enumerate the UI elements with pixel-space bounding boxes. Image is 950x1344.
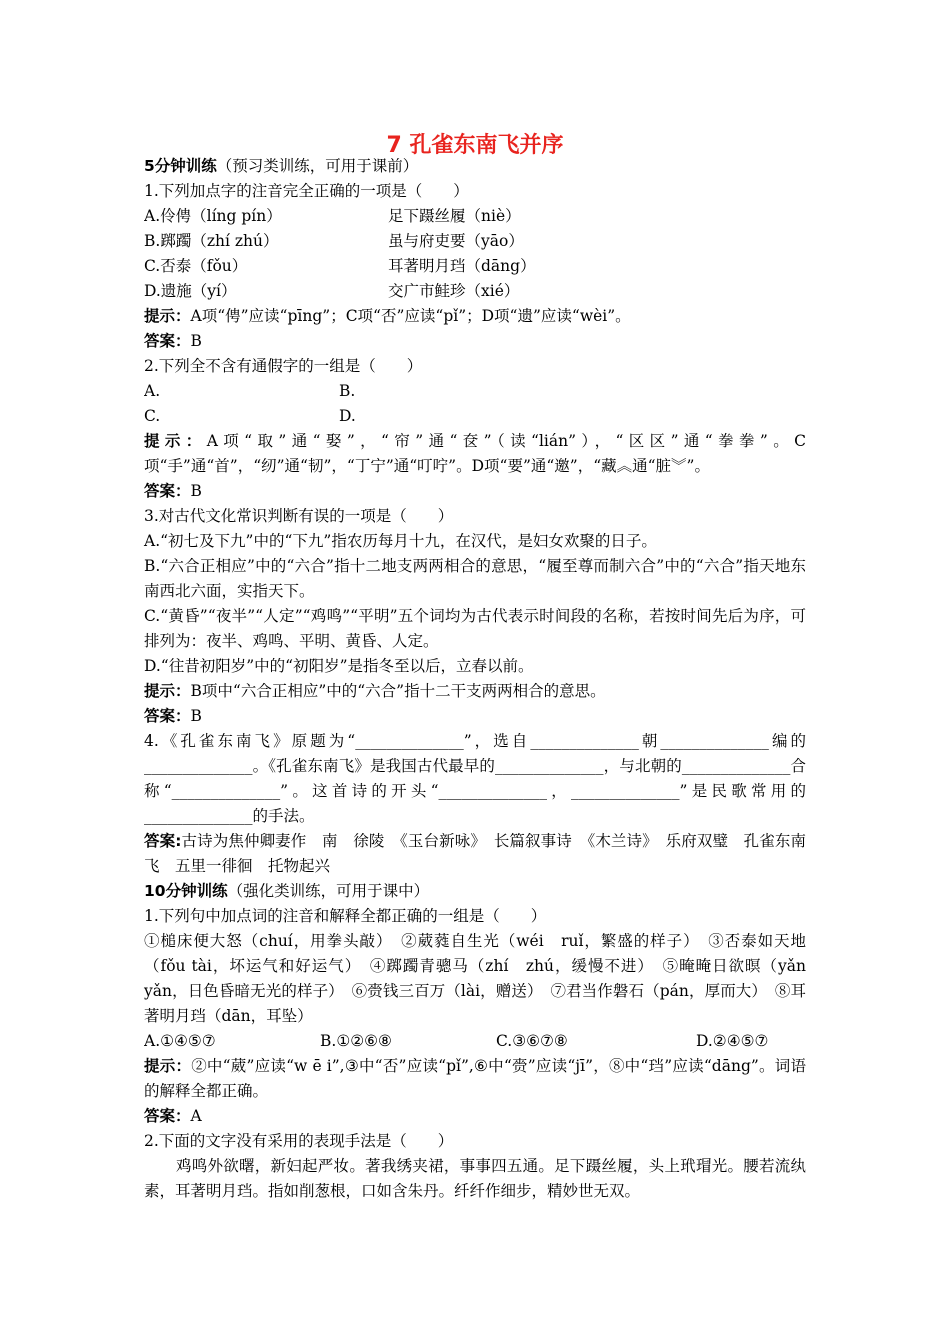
option-c: C. <box>144 407 161 425</box>
answer-label: 答案： <box>144 1107 191 1125</box>
option-a: A. <box>144 382 161 400</box>
section-note: （预习类训练，可用于课前） <box>216 157 419 175</box>
answer-text: B <box>190 482 202 500</box>
answer-line <box>144 329 806 354</box>
answer-line <box>144 1104 806 1129</box>
option-right: 足下蹑丝履（niè） <box>388 207 521 225</box>
question-stem: 1.下列句中加点词的注音和解释全都正确的一组是（ ） <box>144 907 547 925</box>
option-d: D.②④⑤⑦ <box>696 1032 769 1050</box>
hint-text: B项中“六合正相应”中的“六合”指十二干支两两相合的意思。 <box>190 682 606 700</box>
option-b: B. <box>339 382 356 400</box>
option-a: A.①④⑤⑦ <box>144 1032 216 1050</box>
answer-paragraph <box>144 829 806 879</box>
hint-line <box>144 304 806 329</box>
section-title: 10分钟训练 <box>144 882 228 900</box>
option-b: B.“六合正相应”中的“六合”指十二地支两两相合的意思，“履至尊而制六合”中的“六合”指天地东南西北六面，实指天下。 <box>144 557 806 600</box>
answer-text: 古诗为焦仲卿妻作 南 徐陵 《玉台新咏》 长篇叙事诗 《木兰诗》 乐府双璧 孔雀东南飞 五里一徘徊 托物起兴 <box>144 832 806 875</box>
option-left: B.踯躅（zhí zhú） <box>144 232 279 250</box>
question-stem: 1.下列加点字的注音完全正确的一项是（ ） <box>144 182 469 200</box>
hint-paragraph <box>144 429 806 479</box>
poem-passage: 鸡鸣外欲曙，新妇起严妆。著我绣夹裙，事事四五通。足下蹑丝履，头上玳瑁光。腰若流纨素，耳著明月珰。指如削葱根，口如含朱丹。纤纤作细步，精妙世无双。 <box>144 1157 806 1200</box>
option-a: A.“初七及下九”中的“下九”指农历每月十九，在汉代，是妇女欢聚的日子。 <box>144 532 657 550</box>
hint-line <box>144 679 806 704</box>
option-row <box>144 1029 806 1054</box>
answer-line <box>144 479 806 504</box>
option-row <box>144 279 806 304</box>
option-left: A.伶俜（líng pín） <box>144 207 282 225</box>
option-c: C.③⑥⑦⑧ <box>496 1032 568 1050</box>
answer-label: 答案： <box>144 707 191 725</box>
page-title: 7 孔雀东南飞并序 <box>386 133 564 158</box>
hint-label: 提示： <box>144 432 207 450</box>
answer-line <box>144 704 806 729</box>
question-stem: 3.对古代文化常识判断有误的一项是（ ） <box>144 507 454 525</box>
option-row <box>144 254 806 279</box>
option-d: D.“往昔初阳岁”中的“初阳岁”是指冬至以后，立春以前。 <box>144 657 534 675</box>
option-c: C.“黄昏”“夜半”“人定”“鸡鸣”“平明”五个词均为古代表示时间段的名称，若按时间先后为序，可排列为：夜半、鸡鸣、平明、黄昏、人定。 <box>144 607 806 650</box>
hint-paragraph <box>144 1054 806 1104</box>
option-row <box>144 204 806 229</box>
answer-label: 答案： <box>144 482 191 500</box>
document-body <box>144 154 806 1204</box>
hint-text: A项“俜”应读“pīng”；C项“否”应读“pǐ”；D项“遗”应读“wèi”。 <box>190 307 631 325</box>
option-right: 交广市鲑珍（xié） <box>388 282 520 300</box>
hint-text: A项“取”通“娶”，“帘”通“奁”（读“lián”），“区区”通“拳拳”。C项“手”通“首”，“纫”通“韧”，“丁宁”通“叮咛”。D项“要”通“邀”，“藏︽通“脏︾”。 <box>144 432 806 475</box>
section-title: 5分钟训练 <box>144 157 217 175</box>
option-left: D.遗施（yí） <box>144 282 237 300</box>
section-heading-5min <box>144 154 806 179</box>
question-stem: 2.下列全不含有通假字的一组是（ ） <box>144 357 423 375</box>
option-row <box>144 379 806 404</box>
answer-label: 答案: <box>144 832 182 850</box>
answer-text: A <box>190 1107 202 1125</box>
option-right: 虽与府吏要（yāo） <box>388 232 524 250</box>
question-stem: 2.下面的文字没有采用的表现手法是（ ） <box>144 1132 454 1150</box>
hint-label: 提示： <box>144 682 191 700</box>
hint-label: 提示： <box>144 307 191 325</box>
hint-text: ②中“葳”应读“w ē i”,③中“否”应读“pǐ”,⑥中“赍”应读“jī”，⑧中“珰”应读“dāng”。词语的解释全都正确。 <box>144 1057 806 1100</box>
answer-text: B <box>190 332 202 350</box>
option-row <box>144 229 806 254</box>
option-left: C.否泰（fǒu） <box>144 257 248 275</box>
hint-label: 提示： <box>144 1057 192 1075</box>
answer-text: B <box>190 707 202 725</box>
section-note: （强化类训练，可用于课中） <box>227 882 430 900</box>
fill-blank-question: 4.《孔雀东南飞》原题为“______________”，选自______________朝______________编的______________。《孔雀东南飞》是我国古代最早的______________，与北朝的______________合称“______________”。这首诗的开头“______________，______________”是民歌常用的______________的手法。 <box>144 732 806 825</box>
section-heading-10min <box>144 879 806 904</box>
option-right: 耳著明月珰（dāng） <box>388 257 536 275</box>
option-d: D. <box>339 407 356 425</box>
answer-label: 答案： <box>144 332 191 350</box>
option-row <box>144 404 806 429</box>
option-b: B.①②⑥⑧ <box>320 1032 392 1050</box>
question-body: ①槌床便大怒（chuí，用拳头敲） ②葳蕤自生光（wéi ruǐ，繁盛的样子） ③否泰如天地（fǒu tài，坏运气和好运气） ④踯躅青骢马（zhí zhú，缓慢不进） ⑤晻晻日欲暝（yǎn yǎn，日色昏暗无光的样子） ⑥赍钱三百万（lài，赠送） ⑦君当作磐石（pán，厚而大） ⑧耳著明月珰（dān，耳坠） <box>144 932 806 1025</box>
